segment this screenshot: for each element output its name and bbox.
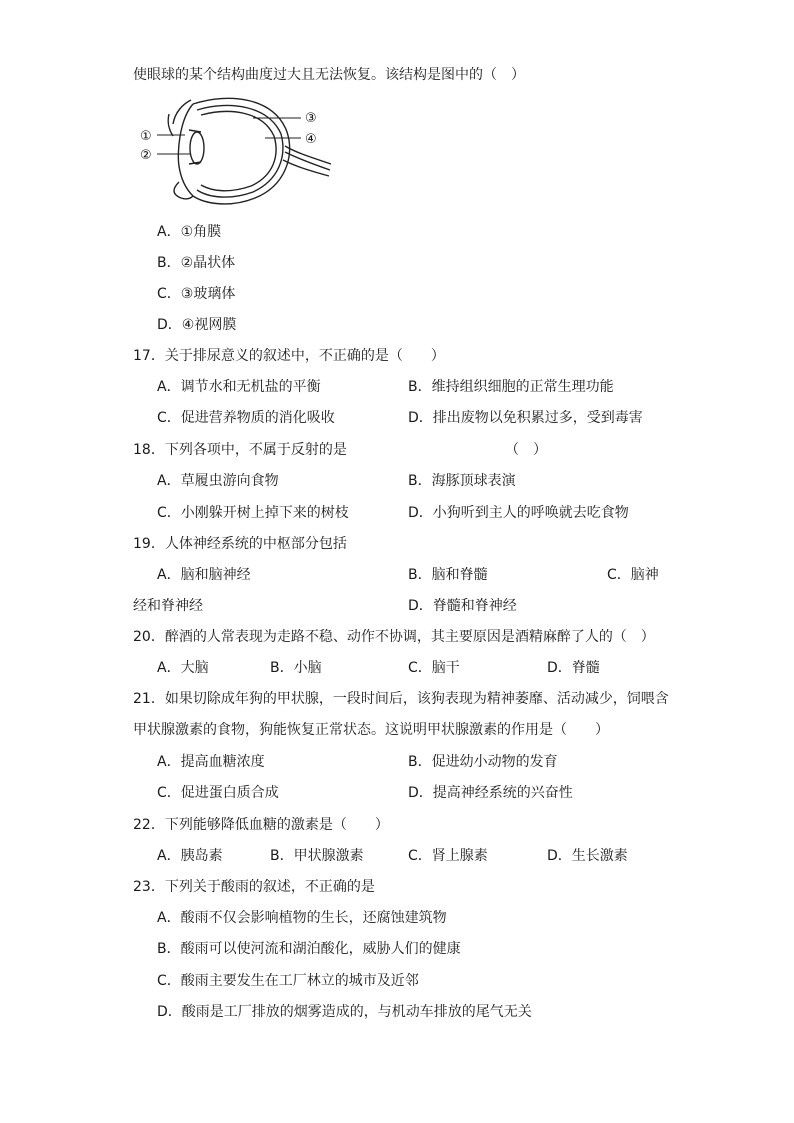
q19-option-b: B．脑和脊髓 [408,567,488,583]
label-4: ④ [305,132,317,147]
q21-option-a: A．提高血糖浓度 [157,754,265,770]
label-1: ① [140,129,152,144]
q18-answer-bracket: （ ） [505,442,547,458]
q22-option-a: A．胰岛素 [157,848,223,864]
question-18-stem: 18．下列各项中，不属于反射的是 [133,442,347,458]
q16-option-d: D．④视网膜 [157,317,237,333]
q21-option-b: B．促进幼小动物的发育 [408,754,558,770]
q21-option-c: C．促进蛋白质合成 [157,785,279,801]
q22-option-b: B．甲状腺激素 [270,848,364,864]
optic-nerve-bottom [283,160,329,176]
q19-option-a: A．脑和脑神经 [157,567,251,583]
q19-option-c-continued: 经和脊神经 [133,598,203,614]
q18-option-d: D．小狗听到主人的呼唤就去吃食物 [408,505,629,521]
q17-option-d: D．排出废物以免积累过多，受到毒害 [408,410,643,426]
eyeball-diagram [135,94,335,209]
q17-option-a: A．调节水和无机盐的平衡 [157,379,321,395]
question-21-stem-line-2: 甲状腺激素的食物，狗能恢复正常状态。这说明甲状腺激素的作用是（ ） [133,722,609,738]
q20-option-a: A．大脑 [157,660,209,676]
q22-option-c: C．肾上腺素 [408,848,488,864]
q16-option-c: C．③玻璃体 [157,286,236,302]
lower-eyelid [174,182,193,199]
question-16-stem: 使眼球的某个结构曲度过大且无法恢复。该结构是图中的（ ） [133,67,525,83]
q23-option-c: C．酸雨主要发生在工厂林立的城市及近邻 [157,973,419,989]
question-20-stem: 20．醉酒的人常表现为走路不稳、动作不协调，其主要原因是酒精麻醉了人的（ ） [133,629,655,645]
q20-option-d: D．脊髓 [547,660,600,676]
choroid-outline [197,105,283,197]
question-17-stem: 17．关于排尿意义的叙述中，不正确的是（ ） [133,348,445,364]
question-19-stem: 19．人体神经系统的中枢部分包括 [133,536,347,552]
question-22-stem: 22．下列能够降低血糖的激素是（ ） [133,817,389,833]
label-3: ③ [305,111,317,126]
q16-option-a: A．①角膜 [157,224,222,240]
iris-top [189,130,201,132]
q20-option-b: B．小脑 [270,660,322,676]
question-21-stem-line-1: 21．如果切除成年狗的甲状腺，一段时间后，该狗表现为精神萎靡、活动减少，饲喂含 [133,691,669,707]
q23-option-b: B．酸雨可以使河流和湖泊酸化，威胁人们的健康 [157,941,461,957]
q21-option-d: D．提高神经系统的兴奋性 [408,785,573,801]
question-23-stem: 23．下列关于酸雨的叙述，不正确的是 [133,879,375,895]
q23-option-d: D．酸雨是工厂排放的烟雾造成的，与机动车排放的尾气无关 [157,1004,532,1020]
lens [190,132,204,164]
eyelid-fold [168,114,173,136]
q22-option-d: D．生长激素 [547,848,628,864]
q23-option-a: A．酸雨不仅会影响植物的生长，还腐蚀建筑物 [157,910,447,926]
label-2: ② [140,148,152,163]
cornea [178,104,193,196]
q18-option-a: A．草履虫游向食物 [157,473,279,489]
retina-outline [201,111,276,190]
q19-option-d: D．脊髓和脊神经 [408,598,517,614]
q19-option-c: C．脑神 [607,567,659,583]
q18-option-b: B．海豚顶球表演 [408,473,516,489]
q17-option-c: C．促进营养物质的消化吸收 [157,410,335,426]
q16-option-b: B．②晶状体 [157,255,236,271]
q17-option-b: B．维持组织细胞的正常生理功能 [408,379,614,395]
q18-option-c: C．小刚躲开树上掉下来的树枝 [157,505,349,521]
q20-option-c: C．脑干 [408,660,460,676]
